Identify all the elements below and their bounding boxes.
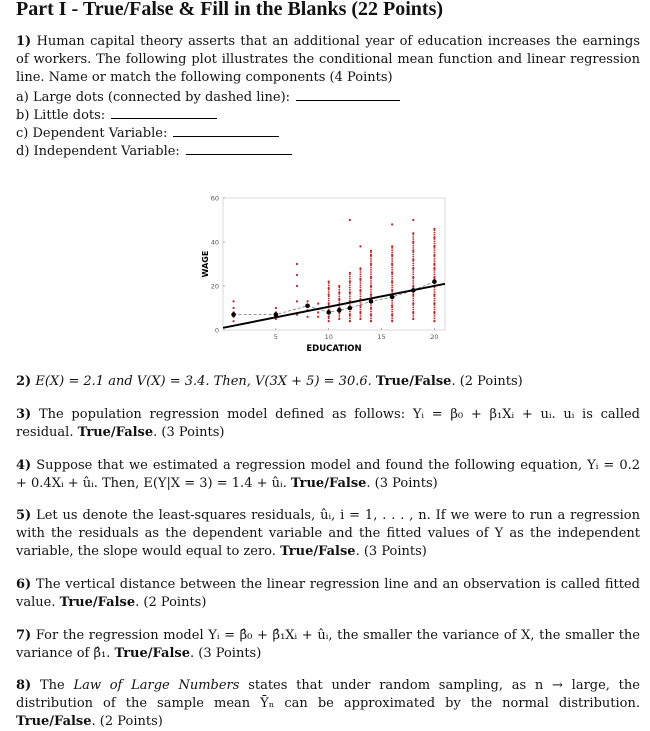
q1-item-d-label: d) Independent Variable: bbox=[16, 144, 180, 159]
y-tick-label: 20 bbox=[210, 282, 219, 291]
q5-true-false[interactable]: True/False bbox=[280, 544, 356, 559]
question-4 bbox=[16, 457, 640, 493]
q1-item-d bbox=[16, 142, 640, 161]
q6-true-false[interactable]: True/False bbox=[59, 595, 136, 610]
y-tick-label: 60 bbox=[210, 194, 219, 203]
x-axis-label: EDUCATION bbox=[306, 344, 362, 354]
q2-number: 2) bbox=[16, 374, 32, 389]
small-dot bbox=[296, 263, 298, 265]
plot-area bbox=[223, 198, 445, 330]
q6-number: 6) bbox=[16, 577, 32, 592]
large-dot bbox=[348, 306, 353, 311]
small-dot bbox=[296, 300, 298, 302]
small-dot bbox=[317, 303, 319, 305]
x-tick-label: 15 bbox=[377, 333, 386, 341]
question-5 bbox=[16, 507, 640, 561]
q7-number: 7) bbox=[16, 628, 32, 643]
question-1 bbox=[16, 33, 640, 87]
large-dot bbox=[326, 310, 331, 315]
blank-c[interactable] bbox=[173, 124, 279, 137]
y-tick-label: 0 bbox=[214, 326, 219, 335]
q5-number: 5) bbox=[16, 508, 32, 523]
small-dot bbox=[296, 274, 298, 276]
small-dot bbox=[412, 232, 414, 234]
small-dot bbox=[370, 250, 372, 252]
q3-number: 3) bbox=[16, 407, 32, 422]
chart-svg bbox=[195, 192, 455, 358]
small-dot bbox=[359, 245, 361, 247]
q2-points: . (2 Points) bbox=[451, 374, 523, 389]
large-dot bbox=[305, 304, 310, 309]
q2-text: E(X) = 2.1 and V(X) = 3.4. Then, V(3X + 5) = 30.6. bbox=[35, 374, 372, 389]
q4-points: . (3 Points) bbox=[366, 476, 438, 491]
question-3 bbox=[16, 406, 640, 442]
part-title: Part I - True/False & Fill in the Blanks (22 Points) bbox=[16, 0, 444, 20]
large-dot bbox=[231, 312, 236, 317]
small-dot bbox=[232, 307, 234, 309]
q3-points: . (3 Points) bbox=[153, 425, 225, 440]
question-6 bbox=[16, 576, 640, 612]
q1-item-b bbox=[16, 106, 640, 125]
small-dot bbox=[296, 285, 298, 287]
q1-text: Human capital theory asserts that an additional year of education increases the earnings of workers. The following plot illustrates the conditional mean function and linear regression line. Name or match the following components (4 Points) bbox=[16, 34, 640, 85]
blank-d[interactable] bbox=[186, 142, 292, 155]
q5-text: Let us denote the least-squares residuals, ûᵢ, i = 1, . . . , n. If we were to run a regression with the residuals as the dependent variable and the fitted values of Y as the independent variable, the slope would equal to zero. bbox=[16, 508, 640, 559]
question-7 bbox=[16, 627, 640, 663]
small-dot bbox=[338, 285, 340, 287]
blank-b[interactable] bbox=[111, 106, 217, 119]
large-dot bbox=[337, 308, 342, 313]
y-tick-label: 40 bbox=[210, 238, 219, 247]
small-dot bbox=[349, 219, 351, 221]
q4-text: Suppose that we estimated a regression model and found the following equation, Yᵢ = 0.2 + 0.4Xᵢ + ûᵢ. Then, E(Y|X = 3) = 1.4 + ûᵢ. bbox=[16, 458, 641, 491]
q3-text: The population regression model defined as follows: Yᵢ = β₀ + β₁Xᵢ + uᵢ. uᵢ is called residual. bbox=[16, 407, 640, 440]
small-dot bbox=[391, 245, 393, 247]
small-dot bbox=[317, 311, 319, 313]
q7-points: . (3 Points) bbox=[190, 646, 262, 661]
q4-number: 4) bbox=[16, 458, 32, 473]
x-tick-label: 5 bbox=[273, 333, 278, 341]
q8-number: 8) bbox=[16, 678, 32, 693]
small-dot bbox=[391, 223, 393, 225]
q1-item-a bbox=[16, 88, 640, 107]
small-dot bbox=[412, 219, 414, 221]
q4-true-false[interactable]: True/False bbox=[290, 476, 367, 491]
small-dot bbox=[232, 320, 234, 322]
q1-number: 1) bbox=[16, 34, 32, 49]
q1-item-b-label: b) Little dots: bbox=[16, 108, 106, 123]
question-2 bbox=[16, 373, 640, 391]
q8-text-a: The bbox=[39, 678, 65, 693]
q8-text: states that under random sampling, as n → large, the distribution of the sample mean Ȳₙ can be approximated by the normal distribution. bbox=[16, 678, 640, 711]
small-dot bbox=[317, 316, 319, 318]
q8-points: . (2 Points) bbox=[91, 714, 163, 729]
small-dot bbox=[275, 307, 277, 309]
wage-education-chart bbox=[195, 192, 455, 358]
x-tick-label: 20 bbox=[430, 333, 439, 341]
large-dot bbox=[432, 279, 437, 284]
x-tick-label: 10 bbox=[324, 333, 333, 341]
small-dot bbox=[433, 228, 435, 230]
small-dot bbox=[306, 316, 308, 318]
q6-points: . (2 Points) bbox=[135, 595, 207, 610]
q6-text: The vertical distance between the linear regression line and an observation is called fitted value. bbox=[16, 577, 640, 610]
q1-item-c-label: c) Dependent Variable: bbox=[16, 126, 168, 141]
small-dot bbox=[232, 300, 234, 302]
q1-item-a-label: a) Large dots (connected by dashed line): bbox=[16, 90, 291, 105]
q3-true-false[interactable]: True/False bbox=[77, 425, 154, 440]
q1-item-c bbox=[16, 124, 640, 143]
y-axis-label: WAGE bbox=[201, 250, 210, 278]
q8-law-name: Law of Large Numbers bbox=[73, 678, 240, 693]
q7-text: For the regression model Yᵢ = β̂₀ + β̂₁Xᵢ + ûᵢ, the smaller the variance of X, the smaller the variance of β̂₁. bbox=[16, 628, 640, 661]
small-dot bbox=[328, 281, 330, 283]
q8-true-false[interactable]: True/False bbox=[16, 714, 92, 729]
q7-true-false[interactable]: True/False bbox=[114, 646, 190, 661]
blank-a[interactable] bbox=[296, 88, 400, 101]
q5-points: . (3 Points) bbox=[355, 544, 427, 559]
small-dot bbox=[349, 272, 351, 274]
q2-true-false[interactable]: True/False bbox=[375, 374, 452, 389]
question-8 bbox=[16, 677, 640, 731]
small-dot bbox=[306, 300, 308, 302]
small-dot bbox=[359, 267, 361, 269]
